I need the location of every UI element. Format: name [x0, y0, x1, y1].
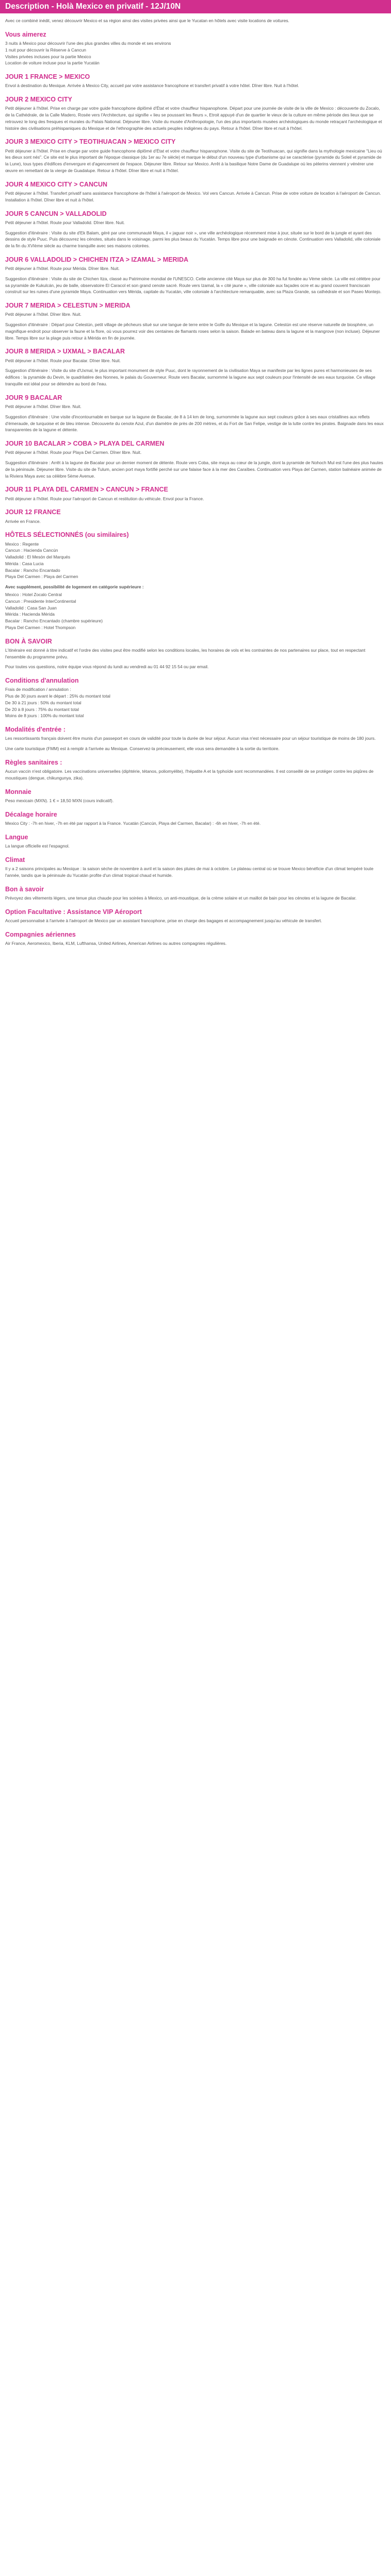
day-section	[5, 210, 386, 249]
hotels-section	[5, 531, 386, 631]
section-title: Compagnies aériennes	[5, 930, 76, 938]
day-text: Envol à destination du Mexique. Arrivée à Mexico City, accueil par votre assistance francophone et transfert privatif à votre hôtel. Dîner libre. Nuit à l'hôtel.	[5, 83, 299, 89]
list-item: Location de voiture incluse pour la partie Yucatán	[5, 60, 100, 66]
day-title: JOUR 4 MEXICO CITY > CANCUN	[5, 180, 108, 188]
info-text: Peso mexicain (MXN). 1 € = 18,50 MXN (cours indicatif).	[5, 798, 114, 804]
conditions-line: De 20 à 8 jours : 75% du montant total	[5, 706, 79, 712]
sanitaires-section	[5, 758, 386, 782]
bon-a-savoir-section	[5, 637, 386, 671]
day-section	[5, 73, 386, 89]
info-text: Pour toutes vos questions, notre équipe vous répond du lundi au vendredi au 01 44 92 15 54 ou par email.	[5, 664, 209, 670]
hotel-row: Playa Del Carmen : Playa del Carmen	[5, 574, 78, 580]
section-title: Règles sanitaires :	[5, 759, 62, 767]
page-title: Description - Holà Mexico en privatif - 12J/10N	[5, 2, 181, 11]
hotel-upgrade-row: Cancun : Presidente InterContinental	[5, 598, 76, 604]
day-section	[5, 394, 386, 433]
day-suggestion: Suggestion d'itinéraire : Départ pour Celestún, petit village de pêcheurs situé sur une langue de terre entre le Golfe du Mexique et la lagune. Celestún est une réserve naturelle de biosphère, un magnifique endroit pour observer la faune et la flore, où vous pourrez voir des centaines de flamants roses selon la saison. Balade en bateau dans la lagune et la mangrove (non incluse). Déjeuner libre. Temps libre sur la plage puis retour à Mérida en fin de journée.	[5, 322, 380, 341]
day-section	[5, 180, 386, 204]
decalage-section	[5, 810, 386, 827]
day-text: Petit déjeuner à l'hôtel. Route pour Bacalar. Dîner libre. Nuit.	[5, 358, 121, 363]
day-suggestion: Suggestion d'itinéraire : Arrêt à la lagune de Bacalar pour un dernier moment de détente. Route vers Coba, site maya au cœur de la jungle, dont la pyramide de Nohoch Mul est l'une des plus hautes de la péninsule. Déjeuner libre. Visite du site de Tulum, ancien port maya fortifié perché sur une falaise face à la mer des Caraïbes. Continuation vers Playa del Carmen, station balnéaire animée de la Riviera Maya avec sa célèbre 5ème Avenue.	[5, 460, 383, 479]
hotel-row: Mérida : Casa Lucia	[5, 561, 44, 566]
conditions-line: Moins de 8 jours : 100% du montant total	[5, 713, 84, 719]
info-text: Air France, Aeromexico, Iberia, KLM, Lufthansa, United Airlines, American Airlines ou autres compagnies régulières.	[5, 940, 227, 946]
info-text: Une carte touristique (FMM) est à remplir à l'arrivée au Mexique. Conservez-la précieusement, elle vous sera demandée à la sortie du territoire.	[5, 746, 280, 752]
day-title: JOUR 8 MERIDA > UXMAL > BACALAR	[5, 348, 125, 355]
day-section	[5, 485, 386, 502]
day-text: Petit déjeuner à l'hôtel. Dîner libre. Nuit.	[5, 404, 82, 409]
day-text: Petit déjeuner à l'hôtel. Dîner libre. Nuit.	[5, 312, 82, 317]
info-text: La langue officielle est l'espagnol.	[5, 843, 70, 849]
day-title: JOUR 2 MEXICO CITY	[5, 96, 72, 104]
day-title: JOUR 12 FRANCE	[5, 509, 61, 516]
day-section	[5, 95, 386, 131]
day-title: JOUR 1 FRANCE > MEXICO	[5, 73, 90, 81]
day-text: Petit déjeuner à l'hôtel. Route pour Playa Del Carmen. Dîner libre. Nuit.	[5, 450, 142, 455]
info-text: Il y a 2 saisons principales au Mexique : la saison sèche de novembre à avril et la saison des pluies de mai à octobre. Le plateau central où se trouve Mexico bénéficie d'un climat tempéré toute l'année, tandis que la péninsule du Yucatán profite d'un climat tropical chaud et humide.	[5, 866, 373, 878]
day-title: JOUR 11 PLAYA DEL CARMEN > CANCUN > FRANCE	[5, 486, 168, 494]
day-suggestion: Suggestion d'itinéraire : Visite du site d'Uxmal, le plus important monument de style Puuc, dont le rayonnement de la civilisation Maya se manifeste par les lignes pures et harmonieuses de ses édifices : la pyramide du Devin, le quadrilatère des Nonnes, le palais du Gouverneur. Route vers Bacalar, surnommé la lagune aux sept couleurs pour l'intensité de ses eaux turquoise. Ce village tranquille est idéal pour se détendre au bord de l'eau.	[5, 368, 376, 386]
day-suggestion: Suggestion d'itinéraire : Visite du site de Chichen Itza, classé au Patrimoine mondial de l'UNESCO. Cette ancienne cité Maya sur plus de 300 ha fut fondée au Vème siècle. La ville est célèbre pour sa pyramide de Kukulcán, jeu de balle, observatoire El Caracol et son grand cenote sacré. Route vers Izamal, la « cité jaune », ville coloniale aux façades ocre et au grand couvent franciscain construit sur les ruines d'une pyramide Maya. Continuation vers Mérida, capitale du Yucatán, ville coloniale à l'architecture remarquable, avec sa Plaza Grande, sa cathédrale et son Paseo Montejo.	[5, 276, 382, 295]
day-title: JOUR 10 BACALAR > COBA > PLAYA DEL CARMEN	[5, 440, 165, 448]
list-item: Visites privées incluses pour la partie Mexico	[5, 54, 91, 59]
hotel-upgrade-row: Mexico : Hotel Zocalo Central	[5, 592, 62, 598]
section-title: Vous aimerez	[5, 30, 46, 38]
day-text: Petit déjeuner à l'hôtel. Prise en charge par votre guide francophone diplômé d'État et votre chauffeur hispanophone. Départ pour une journée de visite de la ville de Mexico : découverte du Zocalo, de la Cathédrale, de la Calle Madero, Rosée vers l'Architecture, qui signifie « lieu se poussant les fleurs », Etroit appuyé d'un de quartier le vieux de la culture en même période des lieux que se retrouvez le long des fresques et murales du Palais National. Déjeuner libre. Visite du musée d'Anthropologie, l'un des plus importants musées archéologiques du monde retraçant l'archéologique et histoire des civilisations préhispaniques du Mexique et de l'ethnographie des actuels peuples indigènes du pays. Retour à l'hôtel. Dîner libre et nuit à l'hôtel.	[5, 106, 382, 131]
option-section	[5, 908, 386, 924]
main-content	[0, 13, 391, 956]
section-title: Conditions d'annulation	[5, 677, 79, 685]
conditions-line: Frais de modification / annulation :	[5, 687, 71, 692]
vous-aimerez-section	[5, 30, 386, 66]
bon-a-voir-section	[5, 885, 386, 902]
day-title: JOUR 3 MEXICO CITY > TEOTIHUACAN > MEXICO CITY	[5, 138, 176, 146]
hotel-row: Cancun : Hacienda Cancún	[5, 548, 58, 553]
day-section	[5, 301, 386, 341]
day-title: JOUR 7 MERIDA > CELESTUN > MERIDA	[5, 302, 131, 310]
section-title: Modalités d'entrée :	[5, 726, 66, 734]
section-title: Langue	[5, 833, 28, 841]
info-text: Mexico City : -7h en hiver, -7h en été par rapport à la France. Yucatán (Cancún, Playa del Carmen, Bacalar) : -6h en hiver, -7h en été.	[5, 821, 261, 826]
page-header	[0, 0, 391, 13]
modalites-section	[5, 725, 386, 752]
list-item: 1 nuit pour découvrir la Réserve à Cancun	[5, 47, 86, 53]
info-text: Aucun vaccin n'est obligatoire. Les vaccinations universelles (diphtérie, tétanos, poliomyélite), l'hépatite A et la typhoïde sont recommandées. Il est conseillé de se protéger contre les piqûres de moustiques (dengue, chikungunya, zika).	[5, 769, 374, 781]
day-text: Petit déjeuner à l'hôtel. Route pour l'aéroport de Cancun et restitution du véhicule. Envol pour la France.	[5, 496, 204, 501]
section-title: HÔTELS SÉLECTIONNÉS (ou similaires)	[5, 531, 129, 539]
compagnies-section	[5, 930, 386, 947]
hotel-row: Bacalar : Rancho Encantado	[5, 567, 60, 573]
hotel-row: Mexico : Regente	[5, 541, 39, 547]
info-text: L'itinéraire est donné à titre indicatif et l'ordre des visites peut être modifié selon les conditions locales, les horaires de vols et les contraintes de nos partenaires sur place, tout en respectant l'ensemble du programme prévu.	[5, 647, 366, 659]
day-section	[5, 256, 386, 295]
day-section	[5, 508, 386, 524]
day-section	[5, 138, 386, 174]
hotel-upgrade-row: Playa Del Carmen : Hotel Thompson	[5, 624, 76, 630]
climat-section	[5, 856, 386, 879]
section-title: Décalage horaire	[5, 810, 57, 818]
day-text: Petit déjeuner à l'hôtel. Transfert privatif sans assistance francophone de l'hôtel à l'aéroport de Mexico. Vol vers Cancun. Arrivée à Cancun. Prise de votre voiture de location à l'aéroport de Cancun. Installation à l'hôtel. Dîner libre et nuit à l'hôtel.	[5, 190, 381, 202]
hotel-upgrade-row: Valladolid : Casa San Juan	[5, 605, 57, 611]
info-text: Les ressortissants français doivent être munis d'un passeport en cours de validité pour toute la durée de leur séjour. Aucun visa n'est nécessaire pour un séjour touristique de moins de 180 jours.	[5, 736, 376, 741]
itinerary	[5, 73, 386, 524]
section-title: Climat	[5, 856, 25, 863]
section-title: BON À SAVOIR	[5, 637, 52, 645]
conditions-line: Plus de 30 jours avant le départ : 25% du montant total	[5, 693, 110, 699]
day-text: Arrivée en France.	[5, 518, 41, 524]
list-item: 3 nuits à Mexico pour découvrir l'une des plus grandes villes du monde et ses environs	[5, 41, 171, 46]
section-title: Bon à savoir	[5, 885, 44, 893]
hotel-row: Valladolid : El Mesón del Marqués	[5, 554, 71, 560]
day-title: JOUR 9 BACALAR	[5, 394, 62, 401]
langue-section	[5, 833, 386, 850]
hotel-upgrade-row: Bacalar : Rancho Encantado (chambre supérieure)	[5, 618, 103, 624]
info-text: Prévoyez des vêtements légers, une tenue plus chaude pour les soirées à Mexico, un anti-moustique, de la crème solaire et un maillot de bain pour les cénotes et la lagune de Bacalar.	[5, 895, 357, 901]
hotels-upgrade-title: Avec supplément, possibilité de logement en catégorie supérieure :	[5, 584, 144, 590]
hotel-upgrade-row: Mérida : Hacienda Mérida	[5, 612, 55, 617]
day-suggestion: Suggestion d'itinéraire : Visite du site d'Ek Balam, géré par une communauté Maya, il « jaguar noir », une ville archéologique récemment mise à jour, située sur le bord de la jungle et ayant des dessins de style Puuc. Puis découvrez les cénotes, situés dans le voisinage, parmi les plus beaux du Yucatán. Temps libre pour une baignade en cénote. Continuation vers Valladolid, ville coloniale de la fin du XVIème siècle au charme tranquille avec ses maisons colorées.	[5, 230, 381, 249]
day-suggestion: Suggestion d'itinéraire : Une visite d'incontournable en barque sur la lagune de Bacalar, de 8 à 14 km de long, surnommée la lagune aux sept couleurs grâce à ses eaux cristallines aux reflets d'émeraude, de turquoise et de bleu intense. Découverte du cenote Azul, d'un diamètre de près de 200 mètres, et du Fort de San Felipe, vestige de la lutte contre les pirates. Baignade dans les eaux transparentes de la lagune et détente.	[5, 414, 384, 433]
section-title: Option Facultative : Assistance VIP Aéroport	[5, 908, 142, 916]
info-text: Accueil personnalisé à l'arrivée à l'aéroport de Mexico par un assistant francophone, prise en charge des bagages et accompagnement jusqu'au véhicule de transfert.	[5, 918, 322, 923]
day-text: Petit déjeuner à l'hôtel. Route pour Valladolid. Dîner libre. Nuit.	[5, 219, 125, 225]
day-text: Petit déjeuner à l'hôtel. Route pour Mérida. Dîner libre. Nuit.	[5, 266, 120, 272]
day-text: Petit déjeuner à l'hôtel. Prise en charge par votre guide francophone diplômé d'État et votre chauffeur hispanophone. Visite du site de Teotihuacan, qui signifie dans la mythologie mexicaine "Lieu où les dieux sont nés". Ce site est le plus important de l'époque classique (du 1er au 7e siècle) et marque le début d'un nouveau type d'urbanisme qui se caractérise (pyramide du Soleil et pyramide de la Lune), tous types d'édifices d'envergure et d'agencement de l'espace. Déjeuner libre. Retour sur Mexico. Arrêt à la basilique Notre Dame de Guadalupe où les pèlerins viennent y vénérer une œuvre en remettant de la vierge de Guadalupe. Retour à l'hôtel. Dîner libre et nuit à l'hôtel.	[5, 148, 382, 173]
day-title: JOUR 6 VALLADOLID > CHICHEN ITZA > IZAMAL > MERIDA	[5, 256, 188, 263]
section-title: Monnaie	[5, 788, 31, 795]
day-section	[5, 347, 386, 387]
conditions-line: De 30 à 21 jours : 50% du montant total	[5, 700, 82, 705]
day-title: JOUR 5 CANCUN > VALLADOLID	[5, 210, 107, 217]
monnaie-section	[5, 788, 386, 804]
conditions-section	[5, 676, 386, 719]
day-section	[5, 439, 386, 479]
intro-text: Avec ce combiné inédit, venez découvrir Mexico et sa région ainsi des visites privées ainsi que le Yucatan en hôtels avec visite locations de voitures.	[5, 18, 289, 23]
